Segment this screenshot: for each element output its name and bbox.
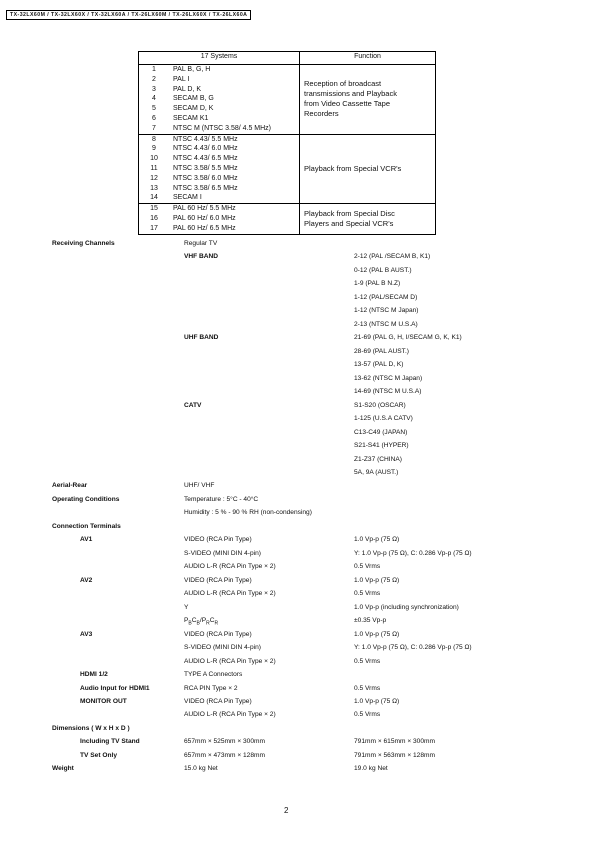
system-name: NTSC M (NTSC 3.58/ 4.5 MHz)	[173, 124, 272, 132]
spec-detail: Y: 1.0 Vp-p (75 Ω), C: 0.286 Vp-p (75 Ω)	[354, 644, 472, 652]
spec-row	[0, 415, 595, 427]
function-column-header: Function	[300, 52, 436, 65]
spec-detail: 5A, 9A (AUST.)	[354, 468, 399, 476]
function-line: Recorders	[304, 109, 339, 119]
spec-detail: 791mm × 615mm × 300mm	[354, 738, 435, 746]
system-name: SECAM I	[173, 194, 202, 202]
system-number: 1	[152, 66, 156, 73]
system-numbers	[139, 204, 170, 234]
spec-row	[0, 711, 595, 723]
spec-row	[0, 590, 595, 602]
spec-value: Temperature : 5°C - 40°C	[184, 495, 259, 503]
spec-label: Operating Conditions	[52, 495, 120, 503]
spec-row	[0, 388, 595, 400]
system-name: NTSC 4.43/ 6.5 MHz	[173, 155, 238, 163]
spec-value: 15.0 kg Net	[184, 765, 218, 773]
spec-row	[0, 294, 595, 306]
spec-row	[0, 334, 595, 346]
spec-row	[0, 456, 595, 468]
model-header: TX-32LX60M / TX-32LX60X / TX-32LX60A / TX-26LX60M / TX-26LX60X / TX-26LX60A	[6, 10, 251, 20]
system-name: SECAM B, G	[173, 95, 214, 103]
spec-detail: 0.5 Vrms	[354, 684, 381, 692]
spec-label: Receiving Channels	[52, 240, 115, 247]
spec-detail: 21-69 (PAL G, H, I/SECAM G, K, K1)	[354, 334, 462, 342]
spec-detail: C13-C49 (JAPAN)	[354, 428, 408, 436]
band-label: UHF BAND	[184, 334, 219, 342]
spec-detail: 791mm × 563mm × 128mm	[354, 751, 435, 759]
system-name: NTSC 3.58/ 6.5 MHz	[173, 184, 238, 192]
spec-sublabel: AV2	[80, 576, 93, 584]
spec-value: AUDIO L-R (RCA Pin Type × 2)	[184, 711, 276, 719]
spec-sublabel: Including TV Stand	[80, 738, 140, 746]
function-line: Players and Special VCR's	[304, 218, 394, 228]
spec-value: UHF/ VHF	[184, 482, 215, 490]
spec-detail: 1-125 (U.S.A CATV)	[354, 415, 413, 423]
spec-detail: 0.5 Vrms	[354, 563, 381, 571]
system-number: 17	[150, 224, 158, 232]
system-name: PAL 60 Hz/ 5.5 MHz	[173, 205, 236, 213]
system-number: 9	[152, 145, 156, 153]
spec-sublabel: TV Set Only	[80, 751, 118, 759]
spec-row	[0, 402, 595, 414]
system-names	[169, 65, 300, 135]
spec-detail: 1.0 Vp-p (75 Ω)	[354, 536, 400, 544]
system-number: 12	[150, 174, 158, 182]
spec-row	[0, 348, 595, 360]
spec-row	[0, 765, 595, 777]
system-name: PAL B, G, H	[173, 66, 211, 73]
spec-row	[0, 280, 595, 292]
spec-detail: 28-69 (PAL AUST.)	[354, 347, 409, 355]
spec-label: Aerial-Rear	[52, 482, 88, 490]
system-names	[169, 134, 300, 204]
system-function	[300, 134, 436, 204]
spec-label: Connection Terminals	[52, 522, 121, 530]
spec-row	[0, 442, 595, 454]
spec-value: AUDIO L-R (RCA Pin Type × 2)	[184, 590, 276, 598]
spec-value: Humidity : 5 % - 90 % RH (non-condensing)	[184, 509, 312, 517]
spec-detail: 1-12 (PAL/SECAM D)	[354, 293, 418, 301]
spec-value: AUDIO L-R (RCA Pin Type × 2)	[184, 563, 276, 571]
spec-detail: 1.0 Vp-p (including synchronization)	[354, 603, 459, 611]
spec-sublabel: HDMI 1/2	[80, 671, 108, 679]
spec-detail: 13-62 (NTSC M Japan)	[354, 374, 423, 382]
spec-detail: 1-12 (NTSC M Japan)	[354, 307, 419, 315]
spec-row	[0, 536, 595, 548]
spec-row	[0, 738, 595, 750]
system-number: 8	[152, 135, 156, 143]
spec-row	[0, 671, 595, 683]
spec-detail: 0-12 (PAL B AUST.)	[354, 266, 412, 274]
system-name: PAL 60 Hz/ 6.5 MHz	[173, 224, 236, 232]
spec-row	[0, 509, 595, 521]
system-function	[300, 65, 436, 135]
system-number: 15	[150, 205, 158, 213]
spec-value: Regular TV	[184, 240, 218, 247]
spec-detail: 1-9 (PAL B N.Z)	[354, 280, 401, 288]
systems-group-row	[139, 204, 436, 234]
spec-row	[0, 240, 595, 252]
spec-row	[0, 523, 595, 535]
spec-detail: ±0.35 Vp-p	[354, 617, 387, 625]
spec-value: S-VIDEO (MINI DIN 4-pin)	[184, 549, 261, 557]
system-name: NTSC 4.43/ 5.5 MHz	[173, 135, 238, 143]
system-number: 5	[152, 105, 156, 113]
spec-detail: 0.5 Vrms	[354, 711, 381, 719]
spec-detail: 2-13 (NTSC M U.S.A)	[354, 320, 418, 328]
spec-row	[0, 550, 595, 562]
spec-detail: 19.0 kg Net	[354, 765, 388, 773]
spec-value: $P_BC_B/P_RC_R$	[184, 617, 219, 627]
spec-row	[0, 698, 595, 710]
spec-detail: 0.5 Vrms	[354, 590, 381, 598]
systems-table	[138, 51, 436, 235]
band-label: CATV	[184, 401, 202, 409]
spec-value: TYPE A Connectors	[184, 671, 243, 679]
spec-label: Weight	[52, 765, 74, 773]
spec-detail: 1.0 Vp-p (75 Ω)	[354, 576, 400, 584]
system-name: NTSC 3.58/ 5.5 MHz	[173, 164, 238, 172]
spec-detail: 2-12 (PAL /SECAM B, K1)	[354, 253, 431, 261]
spec-row	[0, 617, 595, 629]
spec-row	[0, 253, 595, 265]
spec-value: 657mm × 525mm × 300mm	[184, 738, 265, 746]
function-line: transmissions and Playback	[304, 89, 397, 99]
spec-row	[0, 644, 595, 656]
system-name: NTSC 3.58/ 6.0 MHz	[173, 174, 238, 182]
system-number: 14	[150, 194, 158, 202]
spec-label: Dimensions ( W x H x D )	[52, 724, 130, 732]
spec-row	[0, 307, 595, 319]
spec-row	[0, 482, 595, 494]
system-number: 13	[150, 184, 158, 192]
systems-group-row	[139, 65, 436, 135]
system-name: PAL I	[173, 75, 190, 83]
spec-value: VIDEO (RCA Pin Type)	[184, 630, 252, 638]
spec-row	[0, 752, 595, 764]
spec-value: AUDIO L-R (RCA Pin Type × 2)	[184, 657, 276, 665]
spec-row	[0, 267, 595, 279]
system-name: NTSC 4.43/ 6.0 MHz	[173, 145, 238, 153]
spec-detail: 14-69 (NTSC M U.S.A)	[354, 388, 422, 396]
spec-sublabel: Audio Input for HDMI1	[80, 684, 150, 692]
systems-group-row	[139, 134, 436, 204]
system-number: 16	[150, 214, 158, 222]
spec-detail: S21-S41 (HYPER)	[354, 442, 409, 450]
system-numbers	[139, 65, 170, 135]
spec-row	[0, 577, 595, 589]
spec-row	[0, 685, 595, 697]
spec-value: VIDEO (RCA Pin Type)	[184, 536, 252, 544]
spec-value: Y	[184, 603, 189, 611]
function-line: Playback from Special Disc	[304, 208, 395, 218]
system-number: 11	[150, 164, 158, 172]
system-numbers	[139, 134, 170, 204]
function-line: Reception of broadcast	[304, 79, 382, 89]
spec-value: RCA PIN Type × 2	[184, 684, 238, 692]
spec-row	[0, 469, 595, 481]
spec-detail: Z1-Z37 (CHINA)	[354, 455, 402, 463]
spec-detail: 0.5 Vrms	[354, 657, 381, 665]
spec-row	[0, 725, 595, 737]
spec-detail: 1.0 Vp-p (75 Ω)	[354, 630, 400, 638]
spec-value: VIDEO (RCA Pin Type)	[184, 697, 252, 705]
system-name: SECAM K1	[173, 114, 209, 122]
spec-row	[0, 375, 595, 387]
system-name: PAL 60 Hz/ 6.0 MHz	[173, 214, 236, 222]
spec-value: VIDEO (RCA Pin Type)	[184, 576, 252, 584]
system-function	[300, 204, 436, 234]
spec-value: 657mm × 473mm × 128mm	[184, 751, 265, 759]
system-number: 10	[150, 155, 158, 163]
system-name: PAL D, K	[173, 85, 202, 93]
spec-value: S-VIDEO (MINI DIN 4-pin)	[184, 644, 261, 652]
spec-sublabel: AV3	[80, 630, 93, 638]
function-line: from Video Cassette Tape	[304, 99, 391, 109]
spec-row	[0, 361, 595, 373]
function-line: Playback from Special VCR's	[304, 163, 402, 173]
spec-row	[0, 321, 595, 333]
spec-row	[0, 496, 595, 508]
spec-sublabel: AV1	[80, 536, 93, 544]
spec-row	[0, 429, 595, 441]
spec-detail: S1-S20 (OSCAR)	[354, 401, 406, 409]
system-names	[169, 204, 300, 234]
spec-row	[0, 604, 595, 616]
spec-row	[0, 658, 595, 670]
system-number: 6	[152, 114, 156, 122]
system-number: 2	[152, 75, 156, 83]
spec-sublabel: MONITOR OUT	[80, 697, 127, 705]
system-name: SECAM D, K	[173, 105, 214, 113]
spec-detail: 1.0 Vp-p (75 Ω)	[354, 697, 400, 705]
systems-column-header: 17 Systems	[139, 52, 300, 65]
page-number: 2	[284, 806, 289, 815]
system-number: 3	[152, 85, 156, 93]
system-number: 4	[152, 95, 156, 103]
spec-row	[0, 631, 595, 643]
spec-row	[0, 563, 595, 575]
systems-table-header	[139, 52, 436, 65]
spec-detail: 13-57 (PAL D, K)	[354, 361, 404, 369]
band-label: VHF BAND	[184, 253, 219, 261]
system-number: 7	[152, 124, 156, 132]
spec-detail: Y: 1.0 Vp-p (75 Ω), C: 0.286 Vp-p (75 Ω)	[354, 549, 472, 557]
